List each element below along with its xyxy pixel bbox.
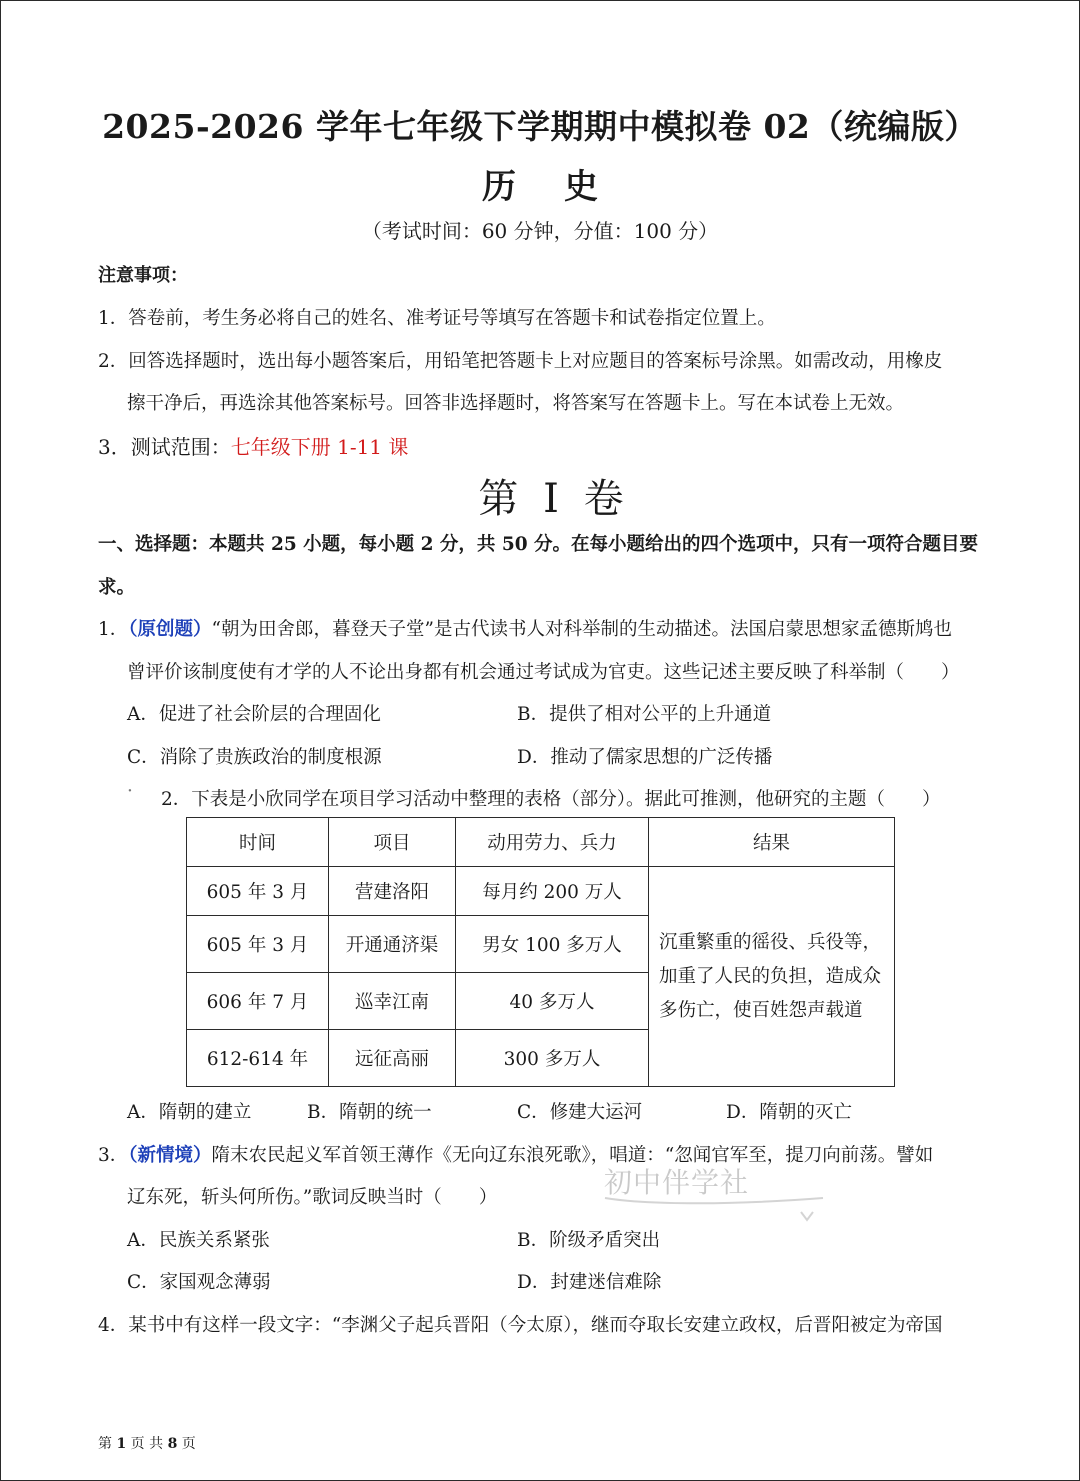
table-cell-time: 605 年 3 月 — [187, 867, 329, 916]
subject-title: 历史 — [482, 167, 646, 207]
question-3-line-2: 辽东死，斩头何所伤。”歌词反映当时（ ） — [127, 1187, 498, 1208]
question-3-option-d: D．封建迷信难除 — [517, 1272, 662, 1293]
table-cell-project: 巡幸江南 — [329, 973, 456, 1030]
question-2-option-c: C．修建大运河 — [517, 1102, 643, 1123]
question-2-option-b: B．隋朝的统一 — [307, 1102, 432, 1123]
question-1-option-b: B．提供了相对公平的上升通道 — [517, 704, 772, 725]
test-scope: 七年级下册 1-11 课 — [230, 435, 409, 459]
table-header-time: 时间 — [187, 818, 329, 867]
notice-item-2-line-1: 2．回答选择题时，选出每小题答案后，用铅笔把答题卡上对应题目的答案标号涂黑。如需改动，用橡皮 — [98, 351, 943, 372]
volume-title: 第 I 卷 — [478, 476, 630, 522]
question-1-line-1 — [98, 615, 952, 641]
table-cell-labor: 300 多万人 — [456, 1030, 649, 1087]
notice-item-1: 1．答卷前，考生务必将自己的姓名、准考证号等填写在答题卡和试卷指定位置上。 — [98, 308, 776, 329]
notice-item-3 — [98, 431, 408, 460]
table-cell-time: 612-614 年 — [187, 1030, 329, 1087]
question-3-line-1 — [98, 1141, 933, 1167]
watermark-swoosh-icon — [601, 1176, 831, 1236]
footer-total-pages: 8 — [167, 1436, 178, 1452]
question-4-line-1: 4．某书中有这样一段文字：“李渊父子起兵晋阳（今太原），继而夺取长安建立政权，后晋阳被定为帝国 — [98, 1315, 943, 1336]
question-1-option-a: A．促进了社会阶层的合理固化 — [127, 704, 381, 725]
table-header-project: 项目 — [329, 818, 456, 867]
question-2-mark: · — [127, 781, 133, 802]
question-3-tag: （新情境） — [128, 1145, 212, 1166]
table-cell-labor: 每月约 200 万人 — [456, 867, 649, 916]
question-1-tag: （原创题） — [128, 619, 212, 640]
section-heading-line-2: 求。 — [98, 577, 136, 598]
question-2-option-d: D．隋朝的灭亡 — [726, 1102, 852, 1123]
question-3-stem: 隋末农民起义军首领王薄作《无向辽东浪死歌》，唱道：“忽闻官军至，提刀向前荡。譬如 — [211, 1145, 934, 1166]
question-3-option-b: B．阶级矛盾突出 — [517, 1230, 661, 1251]
question-1-option-d: D．推动了儒家思想的广泛传播 — [517, 747, 773, 768]
exam-info: （考试时间：60 分钟，分值：100 分） — [361, 219, 719, 243]
section-heading-line-1: 一、选择题：本题共 25 小题，每小题 2 分，共 50 分。在每小题给出的四个选项中，只有一项符合题目要 — [98, 534, 979, 555]
table-cell-project: 远征高丽 — [329, 1030, 456, 1087]
watermark-text: 初中伴学社 — [604, 1166, 750, 1199]
question-1-option-c: C．消除了贵族政治的制度根源 — [127, 747, 382, 768]
footer-label-2: 页 共 — [130, 1436, 164, 1452]
table-cell-result: 沉重繁重的徭役、兵役等，加重了人民的负担，造成众多伤亡，使百姓怨声载道 — [649, 867, 895, 1087]
question-1-stem: “朝为田舍郎，暮登天子堂”是古代读书人对科举制的生动描述。法国启蒙思想家孟德斯鸠也 — [211, 619, 952, 640]
page-footer — [98, 1433, 196, 1453]
table-row — [187, 867, 895, 916]
history-table — [186, 817, 895, 1087]
notice-item-2-line-2: 擦干净后，再选涂其他答案标号。回答非选择题时，将答案写在答题卡上。写在本试卷上无效。 — [127, 393, 905, 414]
footer-label-1: 第 — [98, 1436, 112, 1452]
table-cell-project: 开通通济渠 — [329, 916, 456, 973]
question-1-line-2: 曾评价该制度使有才学的人不论出身都有机会通过考试成为官吏。这些记述主要反映了科举制（ ） — [127, 662, 960, 683]
table-header-row — [187, 818, 895, 867]
table-cell-labor: 40 多万人 — [456, 973, 649, 1030]
question-3-option-c: C．家国观念薄弱 — [127, 1272, 271, 1293]
table-cell-time: 606 年 7 月 — [187, 973, 329, 1030]
question-3-option-a: A．民族关系紧张 — [127, 1230, 270, 1251]
footer-page-number: 1 — [116, 1436, 127, 1452]
footer-label-3: 页 — [181, 1436, 196, 1452]
question-2-option-a: A．隋朝的建立 — [127, 1102, 252, 1123]
table-cell-project: 营建洛阳 — [329, 867, 456, 916]
question-3-number: 3． — [98, 1145, 129, 1166]
notice-item-3-prefix: 3．测试范围： — [98, 435, 231, 459]
notice-heading: 注意事项： — [98, 265, 188, 286]
question-2-stem: 2．下表是小欣同学在项目学习活动中整理的表格（部分）。据此可推测，他研究的主题（ ） — [161, 789, 941, 810]
question-1-number: 1． — [98, 619, 129, 640]
table-cell-labor: 男女 100 多万人 — [456, 916, 649, 973]
table-header-result: 结果 — [649, 818, 895, 867]
exam-title: 2025-2026 学年七年级下学期期中模拟卷 02（统编版） — [102, 107, 978, 146]
table-cell-time: 605 年 3 月 — [187, 916, 329, 973]
table-header-labor: 动用劳力、兵力 — [456, 818, 649, 867]
